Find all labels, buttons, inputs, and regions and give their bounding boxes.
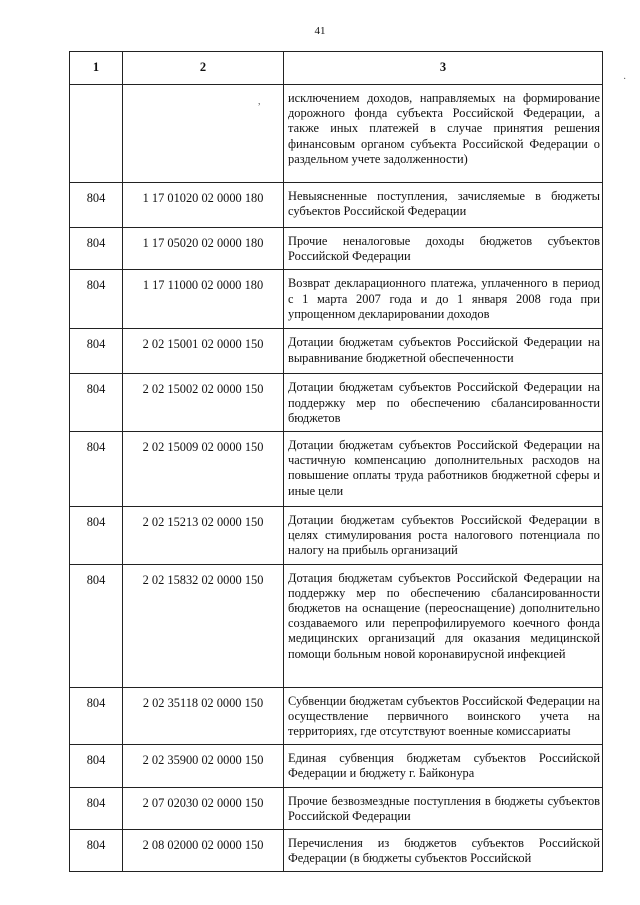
admin-code-cell: 804 xyxy=(70,745,123,787)
revenue-description-cell: Возврат декларационного платежа, уплаченного в период с 1 марта 2007 года и до 1 января 2008 года при упрощенном декларировании доходов xyxy=(284,270,603,329)
admin-code-cell: 804 xyxy=(70,787,123,829)
table-row xyxy=(70,329,603,374)
admin-code-cell: 804 xyxy=(70,374,123,432)
revenue-description-cell: Единая субвенция бюджетам субъектов Российской Федерации и бюджету г. Байконура xyxy=(284,745,603,787)
table-header-row xyxy=(70,52,603,85)
budget-classification-code-cell: 2 02 15832 02 0000 150 xyxy=(123,564,284,687)
table-row xyxy=(70,787,603,829)
revenue-description-cell: Перечисления из бюджетов субъектов Российской Федерации (в бюджеты субъектов Российской xyxy=(284,830,603,872)
admin-code-cell: 804 xyxy=(70,564,123,687)
budget-classification-code-cell: 1 17 05020 02 0000 180 xyxy=(123,228,284,270)
admin-code-cell: 804 xyxy=(70,687,123,745)
column-header: 1 xyxy=(70,52,123,85)
column-header: 2 xyxy=(123,52,284,85)
table-row xyxy=(70,432,603,507)
budget-classification-code-cell: 2 08 02000 02 0000 150 xyxy=(123,830,284,872)
scan-mark: , xyxy=(258,96,261,107)
table-row xyxy=(70,564,603,687)
budget-classification-code-cell: 2 02 15002 02 0000 150 xyxy=(123,374,284,432)
admin-code-cell: 804 xyxy=(70,432,123,507)
budget-classification-code-cell: 1 17 01020 02 0000 180 xyxy=(123,183,284,228)
table-row xyxy=(70,85,603,183)
page-number: 41 xyxy=(314,25,326,37)
table-row xyxy=(70,374,603,432)
admin-code-cell: 804 xyxy=(70,228,123,270)
budget-classification-code-cell: 2 02 35900 02 0000 150 xyxy=(123,745,284,787)
admin-code-cell: 804 xyxy=(70,183,123,228)
revenue-description-cell: Дотации бюджетам субъектов Российской Федерации на частичную компенсацию дополнительных расходов на повышение оплаты труда работников бюджетной сферы и иные цели xyxy=(284,432,603,507)
table-row xyxy=(70,228,603,270)
revenue-description-cell: Прочие неналоговые доходы бюджетов субъектов Российской Федерации xyxy=(284,228,603,270)
revenue-description-cell: Дотации бюджетам субъектов Российской Федерации в целях стимулирования роста налогового потенциала по налогу на прибыль организаций xyxy=(284,507,603,565)
revenue-codes-table xyxy=(69,51,603,872)
table-row xyxy=(70,687,603,745)
budget-classification-code-cell: 2 02 35118 02 0000 150 xyxy=(123,687,284,745)
revenue-description-cell: исключением доходов, направляемых на формирование дорожного фонда субъекта Российской Федерации, а также иных платежей в случае принятия решения финансовым органом субъекта Российской Федерации о раздельном учете задолженности) xyxy=(284,85,603,183)
admin-code-cell: 804 xyxy=(70,507,123,565)
revenue-description-cell: Дотации бюджетам субъектов Российской Федерации на поддержку мер по обеспечению сбалансированности бюджетов xyxy=(284,374,603,432)
admin-code-cell: 804 xyxy=(70,830,123,872)
revenue-description-cell: Невыясненные поступления, зачисляемые в бюджеты субъектов Российской Федерации xyxy=(284,183,603,228)
revenue-description-cell: Дотация бюджетам субъектов Российской Федерации на поддержку мер по обеспечению сбалансированности бюджетов на оснащение (переоснащение) дополнительно создаваемого или перепрофилируемого коечного фонда медицинских организаций для оказания медицинской помощи больным новой коронавирусной инфекцией xyxy=(284,564,603,687)
table-row xyxy=(70,270,603,329)
budget-classification-code-cell: 2 07 02030 02 0000 150 xyxy=(123,787,284,829)
budget-classification-code-cell: 2 02 15009 02 0000 150 xyxy=(123,432,284,507)
admin-code-cell: 804 xyxy=(70,329,123,374)
admin-code-cell: 804 xyxy=(70,270,123,329)
table-row xyxy=(70,183,603,228)
scan-mark: · xyxy=(623,74,627,85)
table-row xyxy=(70,830,603,872)
budget-classification-code-cell: 2 02 15001 02 0000 150 xyxy=(123,329,284,374)
revenue-description-cell: Прочие безвозмездные поступления в бюджеты субъектов Российской Федерации xyxy=(284,787,603,829)
revenue-description-cell: Дотации бюджетам субъектов Российской Федерации на выравнивание бюджетной обеспеченности xyxy=(284,329,603,374)
admin-code-cell xyxy=(70,85,123,183)
table-row xyxy=(70,507,603,565)
budget-classification-code-cell: 2 02 15213 02 0000 150 xyxy=(123,507,284,565)
revenue-description-cell: Субвенции бюджетам субъектов Российской Федерации на осуществление первичного воинского учета на территориях, где отсутствуют военные комиссариаты xyxy=(284,687,603,745)
table-row xyxy=(70,745,603,787)
budget-classification-code-cell: 1 17 11000 02 0000 180 xyxy=(123,270,284,329)
column-header: 3 xyxy=(284,52,603,85)
